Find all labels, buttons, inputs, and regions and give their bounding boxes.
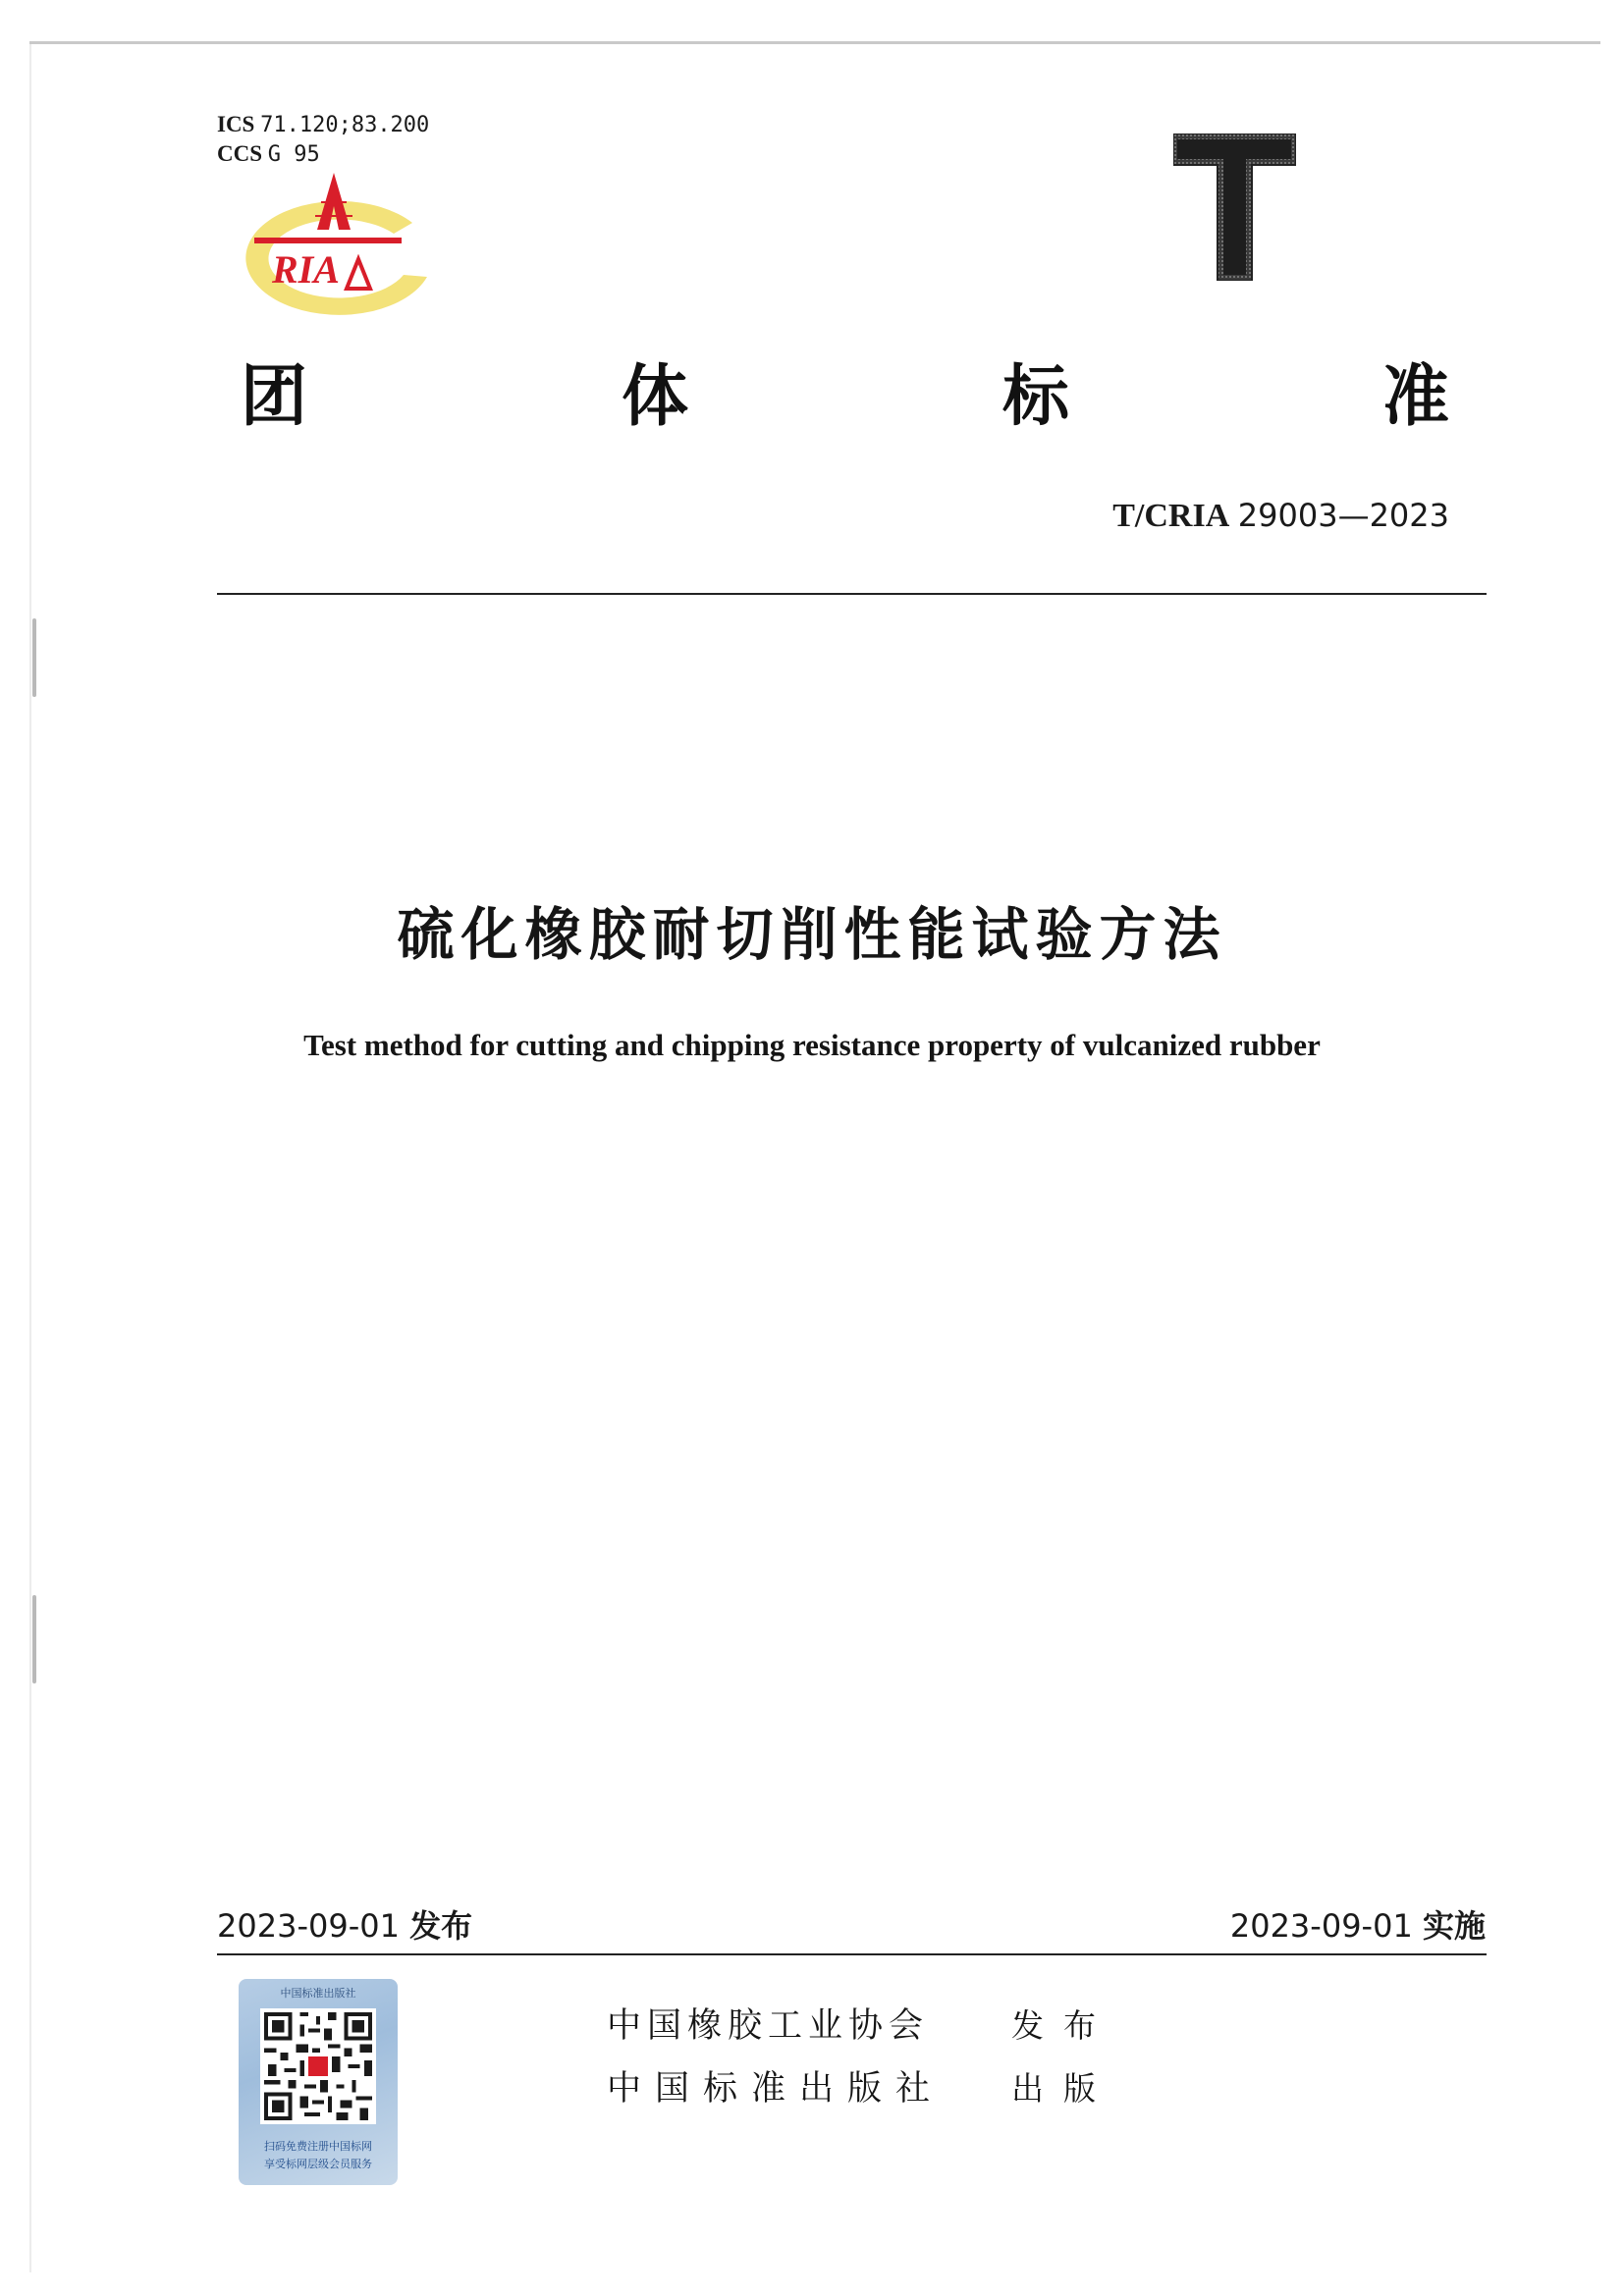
scan-edge-left — [29, 44, 31, 2272]
publish-date-line — [217, 1901, 472, 1947]
heading-char: 体 — [622, 358, 689, 436]
heading-char: 标 — [1002, 358, 1070, 436]
sticker-header: 中国标准出版社 — [280, 1987, 356, 2000]
group-standard-heading — [241, 353, 1463, 442]
binding-mark — [32, 1595, 36, 1683]
publish-date: 2023-09-01 — [217, 1907, 400, 1945]
heading-char: 团 — [241, 358, 308, 436]
standard-prefix: T/CRIA — [1112, 498, 1230, 534]
publish-label: 发布 — [409, 1907, 473, 1945]
qr-sticker[interactable] — [239, 1979, 398, 2185]
scan-edge-top — [29, 41, 1600, 44]
implement-date: 2023-09-01 — [1229, 1907, 1413, 1945]
publisher-role: 发布 — [1011, 2006, 1115, 2045]
implement-date-line — [1230, 1901, 1486, 1947]
publisher-role: 出版 — [1011, 2069, 1115, 2108]
heading-char: 准 — [1382, 358, 1450, 436]
sticker-line: 享受标网层级会员服务 — [264, 2158, 372, 2170]
header-divider — [217, 593, 1487, 595]
cria-logo — [211, 169, 447, 326]
ccs-line — [217, 139, 429, 169]
footer-divider — [217, 1953, 1487, 1955]
cria-logo-graphic — [211, 169, 447, 326]
document-title-english: Test method for cutting and chipping resistance property of vulcanized rubber — [303, 1028, 1321, 1062]
ics-value: 71.120;83.200 — [260, 113, 430, 137]
sticker-line: 扫码免费注册中国标网 — [264, 2140, 372, 2153]
publisher-name: 中国橡胶工业协会 — [607, 2006, 930, 2046]
ccs-value: G 95 — [267, 142, 320, 167]
category-letter-graphic — [1173, 133, 1296, 281]
qr-code-graphic — [260, 2008, 376, 2124]
logo-letters: RIA — [272, 247, 340, 292]
publisher-name: 中国标准出版社 — [607, 2069, 945, 2109]
ics-label: ICS — [217, 112, 255, 136]
implement-label: 实施 — [1422, 1907, 1486, 1945]
logo-bar — [254, 238, 402, 243]
binding-mark — [32, 618, 36, 697]
standard-number — [1112, 497, 1449, 535]
ics-line — [217, 110, 429, 139]
standard-code: 29003—2023 — [1237, 497, 1449, 534]
ccs-label: CCS — [217, 141, 263, 166]
classification-codes — [217, 110, 429, 169]
qr-code-icon[interactable] — [260, 2008, 376, 2124]
document-title-chinese: 硫化橡胶耐切削性能试验方法 — [397, 901, 1227, 968]
category-letter-t — [1173, 133, 1296, 281]
